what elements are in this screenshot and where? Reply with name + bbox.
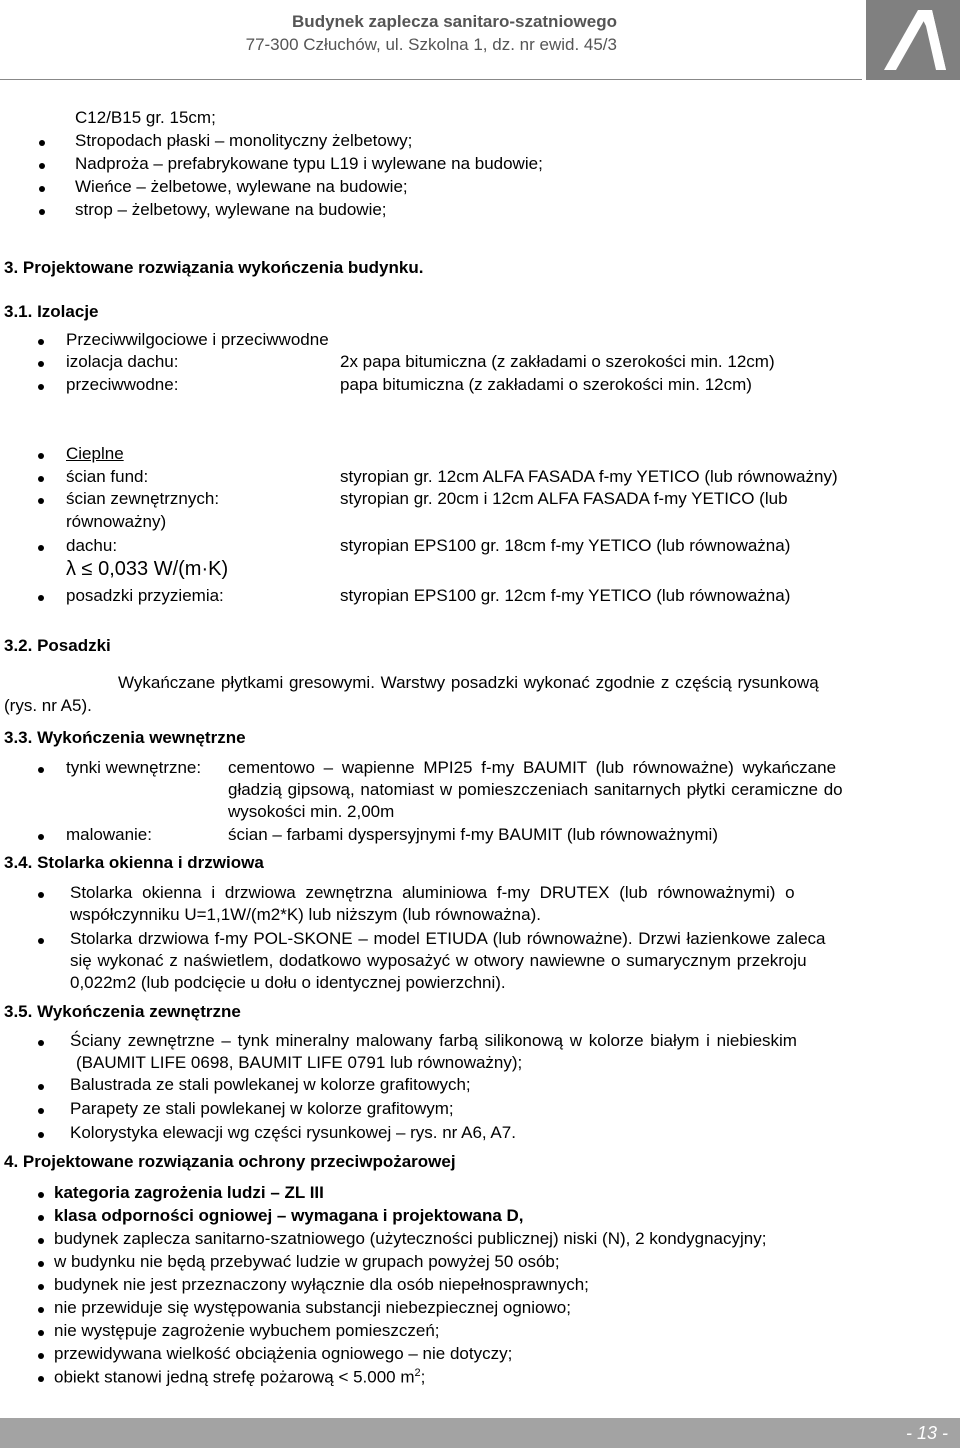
section-heading: 3. Projektowane rozwiązania wykończenia budynku. <box>4 258 424 277</box>
intro-line: C12/B15 gr. 15cm; <box>75 108 216 127</box>
bullet <box>38 892 44 898</box>
row-value: ścian – farbami dyspersyjnymi f-my BAUMIT (lub równoważnymi) <box>228 825 718 844</box>
bullet <box>38 1192 44 1198</box>
paragraph-line: Ściany zewnętrzne – tynk mineralny malowany farbą silikonową w kolorze białym i niebieskim <box>70 1031 797 1050</box>
bullet <box>38 1215 44 1221</box>
row-value: gładzią gipsową, natomiast w pomieszczeniach sanitarnych płytki ceramiczne do <box>228 780 843 799</box>
paragraph-line: (rys. nr A5). <box>4 696 92 715</box>
header-title: Budynek zaplecza sanitaro-szatniowego <box>292 12 617 31</box>
header-subtitle: 77-300 Człuchów, ul. Szkolna 1, dz. nr ewid. 45/3 <box>245 35 617 54</box>
list-item-bold: klasa odporności ogniowej – wymagana i projektowana D, <box>54 1206 524 1225</box>
row-value: styropian gr. 20cm i 12cm ALFA FASADA f-my YETICO (lub <box>340 489 788 508</box>
bullet <box>38 384 44 390</box>
section-heading: 4. Projektowane rozwiązania ochrony przeciwpożarowej <box>4 1152 456 1171</box>
bullet <box>39 163 45 169</box>
section-heading: 3.1. Izolacje <box>4 302 99 321</box>
row-value: styropian gr. 12cm ALFA FASADA f-my YETICO (lub równoważny) <box>340 467 838 486</box>
list-item: Wieńce – żelbetowe, wylewane na budowie; <box>75 177 408 196</box>
bullet <box>38 1132 44 1138</box>
row-label: malowanie: <box>66 825 152 844</box>
bullet <box>38 361 44 367</box>
list-item <box>54 1367 425 1388</box>
row-label: ścian fund: <box>66 467 149 486</box>
row-label: izolacja dachu: <box>66 352 179 371</box>
bullet <box>38 834 44 840</box>
footer-bar <box>0 1418 960 1448</box>
superscript: 2 <box>414 1367 421 1379</box>
paragraph-line: (BAUMIT LIFE 0698, BAUMIT LIFE 0791 lub równoważny); <box>76 1053 523 1072</box>
bullet <box>38 1238 44 1244</box>
list-item: Cieplne <box>66 444 124 463</box>
bullet <box>38 476 44 482</box>
company-logo <box>866 0 960 80</box>
logo-a-icon <box>866 0 960 80</box>
row-value: styropian EPS100 gr. 12cm f-my YETICO (lub równoważna) <box>340 586 791 605</box>
list-item: Stropodach płaski – monolityczny żelbetowy; <box>75 131 413 150</box>
section-heading: 3.3. Wykończenia wewnętrzne <box>4 728 246 747</box>
bullet <box>38 498 44 504</box>
paragraph-line: Stolarka drzwiowa f-my POL-SKONE – model ETIUDA (lub równoważne). Drzwi łazienkowe zaleca <box>70 929 826 948</box>
paragraph-line: się wykonać z naświetlem, dodatkowo wyposażyć w otwory nawiewne o sumarycznym przekroju <box>70 951 807 970</box>
list-item: Nadproża – prefabrykowane typu L19 i wylewane na budowie; <box>75 154 543 173</box>
row-label: przeciwwodne: <box>66 375 179 394</box>
bullet <box>38 1108 44 1114</box>
row-value: 2x papa bitumiczna (z zakładami o szerokości min. 12cm) <box>340 352 775 371</box>
header-divider <box>0 79 862 80</box>
paragraph-line: 0,022m2 (lub podcięcie u dołu o identycznej powierzchni). <box>70 973 506 992</box>
paragraph-line: współczynniku U=1,1W/(m2*K) lub niższym (lub równoważna). <box>70 905 541 924</box>
row-label: tynki wewnętrzne: <box>66 758 202 777</box>
bullet <box>38 339 44 345</box>
paragraph-line: Stolarka okienna i drzwiowa zewnętrzna aluminiowa f-my DRUTEX (lub równoważnymi) o <box>70 883 795 902</box>
row-value-cont: równoważny) <box>66 512 167 531</box>
bullet <box>38 1376 44 1382</box>
section-heading: 3.2. Posadzki <box>4 636 111 655</box>
bullet <box>38 1307 44 1313</box>
bullet <box>39 140 45 146</box>
bullet <box>38 1261 44 1267</box>
list-item: Balustrada ze stali powlekanej w kolorze grafitowych; <box>70 1075 471 1094</box>
row-label: posadzki przyziemia: <box>66 586 224 605</box>
list-item: Przeciwwilgociowe i przeciwwodne <box>66 330 329 349</box>
list-item: w budynku nie będą przebywać ludzie w grupach powyżej 50 osób; <box>54 1252 560 1271</box>
lambda-value: λ ≤ 0,033 W/(m·K) <box>66 558 229 580</box>
row-label: ścian zewnętrznych: <box>66 489 220 508</box>
list-item-end: ; <box>420 1367 426 1387</box>
bullet <box>38 1330 44 1336</box>
list-item: Kolorystyka elewacji wg części rysunkowej – rys. nr A6, A7. <box>70 1123 516 1142</box>
row-value: styropian EPS100 gr. 18cm f-my YETICO (lub równoważna) <box>340 536 791 555</box>
bullet <box>38 595 44 601</box>
bullet <box>39 209 45 215</box>
bullet <box>38 1040 44 1046</box>
row-value: papa bitumiczna (z zakładami o szerokości min. 12cm) <box>340 375 752 394</box>
row-value: cementowo – wapienne MPI25 f-my BAUMIT (lub równoważne) wykańczane <box>228 758 837 777</box>
section-heading: 3.4. Stolarka okienna i drzwiowa <box>4 853 264 872</box>
page-number: - 13 - <box>905 1423 948 1443</box>
bullet <box>38 545 44 551</box>
bullet <box>38 453 44 459</box>
bullet <box>39 186 45 192</box>
list-item: nie przewiduje się występowania substancji niebezpiecznej ogniowo; <box>54 1298 571 1317</box>
paragraph-line: Wykańczane płytkami gresowymi. Warstwy posadzki wykonać zgodnie z częścią rysunkową <box>118 673 819 692</box>
bullet <box>38 938 44 944</box>
list-item: Parapety ze stali powlekanej w kolorze grafitowym; <box>70 1099 454 1118</box>
section-heading: 3.5. Wykończenia zewnętrzne <box>4 1002 241 1021</box>
row-label: dachu: <box>66 536 118 555</box>
bullet <box>38 767 44 773</box>
row-value: wysokości min. 2,00m <box>228 802 395 821</box>
bullet <box>38 1084 44 1090</box>
list-item: strop – żelbetowy, wylewane na budowie; <box>75 200 387 219</box>
list-item: nie występuje zagrożenie wybuchem pomieszczeń; <box>54 1321 440 1340</box>
bullet <box>38 1284 44 1290</box>
list-item-text: obiekt stanowi jedną strefę pożarową < 5.000 m <box>54 1367 415 1387</box>
list-item: przewidywana wielkość obciążenia ogniowego – nie dotyczy; <box>54 1344 513 1363</box>
list-item: budynek nie jest przeznaczony wyłącznie dla osób niepełnosprawnych; <box>54 1275 589 1294</box>
list-item-bold: kategoria zagrożenia ludzi – ZL III <box>54 1183 324 1202</box>
bullet <box>38 1353 44 1359</box>
list-item: budynek zaplecza sanitarno-szatniowego (użyteczności publicznej) niski (N), 2 kondygnacyjny; <box>54 1229 767 1248</box>
